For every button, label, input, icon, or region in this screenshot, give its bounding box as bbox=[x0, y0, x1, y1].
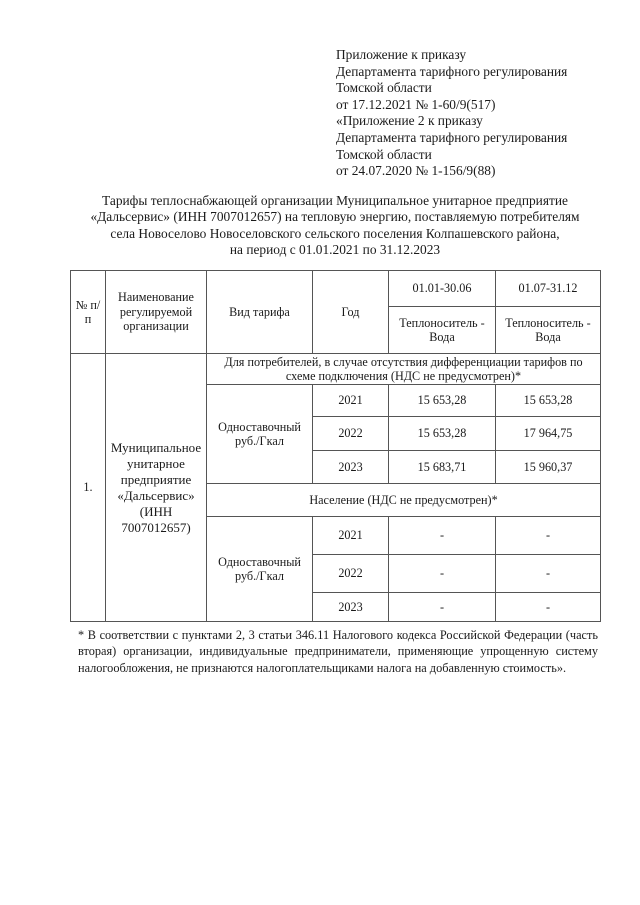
year-cell: 2022 bbox=[313, 555, 389, 593]
value-cell: 17 964,75 bbox=[496, 417, 601, 451]
title-line: села Новоселово Новоселовского сельского поселения Колпашевского района, bbox=[110, 225, 560, 241]
value-cell: - bbox=[389, 555, 496, 593]
value-cell: 15 960,37 bbox=[496, 451, 601, 484]
appendix-line: Томской области bbox=[336, 80, 432, 96]
value-cell: 15 683,71 bbox=[389, 451, 496, 484]
value-cell: 15 653,28 bbox=[496, 385, 601, 417]
header-period-1: 01.01-30.06 bbox=[389, 271, 496, 307]
group-2-title: Население (НДС не предусмотрен)* bbox=[207, 484, 601, 517]
year-cell: 2023 bbox=[313, 451, 389, 484]
header-row bbox=[71, 271, 601, 307]
organization-name: Муниципальное унитарное предприятие «Дальсервис» (ИНН 7007012657) bbox=[106, 354, 207, 622]
appendix-line: от 17.12.2021 № 1-60/9(517) bbox=[336, 96, 496, 112]
header-carrier-1: Теплоноситель - Вода bbox=[389, 307, 496, 354]
appendix-line: «Приложение 2 к приказу bbox=[336, 113, 483, 129]
year-cell: 2022 bbox=[313, 417, 389, 451]
appendix-line: Департамента тарифного регулирования bbox=[336, 63, 568, 79]
header-year: Год bbox=[313, 271, 389, 354]
value-cell: - bbox=[496, 555, 601, 593]
header-tariff-type: Вид тарифа bbox=[207, 271, 313, 354]
appendix-line: Департамента тарифного регулирования bbox=[336, 129, 568, 145]
appendix-line: от 24.07.2020 № 1-156/9(88) bbox=[336, 163, 496, 179]
group-title-row bbox=[71, 354, 601, 385]
value-cell: - bbox=[389, 593, 496, 622]
group-2-tariff-type: Одноставочный руб./Гкал bbox=[207, 517, 313, 622]
tariff-table bbox=[70, 270, 601, 622]
header-carrier-2: Теплоноситель - Вода bbox=[496, 307, 601, 354]
value-cell: 15 653,28 bbox=[389, 417, 496, 451]
value-cell: - bbox=[496, 517, 601, 555]
year-cell: 2021 bbox=[313, 385, 389, 417]
title-line: Тарифы теплоснабжающей организации Муниципальное унитарное предприятие bbox=[102, 193, 568, 208]
appendix-line: Томской области bbox=[336, 146, 432, 162]
footnote: * В соответствии с пунктами 2, 3 статьи 346.11 Налогового кодекса Российской Федерации (часть вторая) организации, индивидуальные предприниматели, применяющие упрощенную систему налогообложения, не признаются налогоплательщиками налога на добавленную стоимость». bbox=[78, 628, 598, 675]
group-1-title: Для потребителей, в случае отсутствия дифференциации тарифов по схеме подключения (НДС не предусмотрен)* bbox=[207, 354, 601, 385]
value-cell: 15 653,28 bbox=[389, 385, 496, 417]
value-cell: - bbox=[496, 593, 601, 622]
value-cell: - bbox=[389, 517, 496, 555]
year-cell: 2023 bbox=[313, 593, 389, 622]
appendix-line: Приложение к приказу bbox=[336, 47, 467, 62]
header-num: № п/п bbox=[71, 271, 106, 354]
appendix-header bbox=[336, 47, 567, 180]
year-cell: 2021 bbox=[313, 517, 389, 555]
title-line: на период с 01.01.2021 по 31.12.2023 bbox=[229, 242, 441, 258]
header-period-2: 01.07-31.12 bbox=[496, 271, 601, 307]
group-1-tariff-type: Одноставочный руб./Гкал bbox=[207, 385, 313, 484]
title-line: «Дальсервис» (ИНН 7007012657) на тепловую энергию, поставляемую потребителям bbox=[90, 209, 580, 225]
document-title bbox=[70, 193, 600, 259]
row-number: 1. bbox=[71, 354, 106, 622]
header-organization: Наименование регулируемой организации bbox=[106, 271, 207, 354]
